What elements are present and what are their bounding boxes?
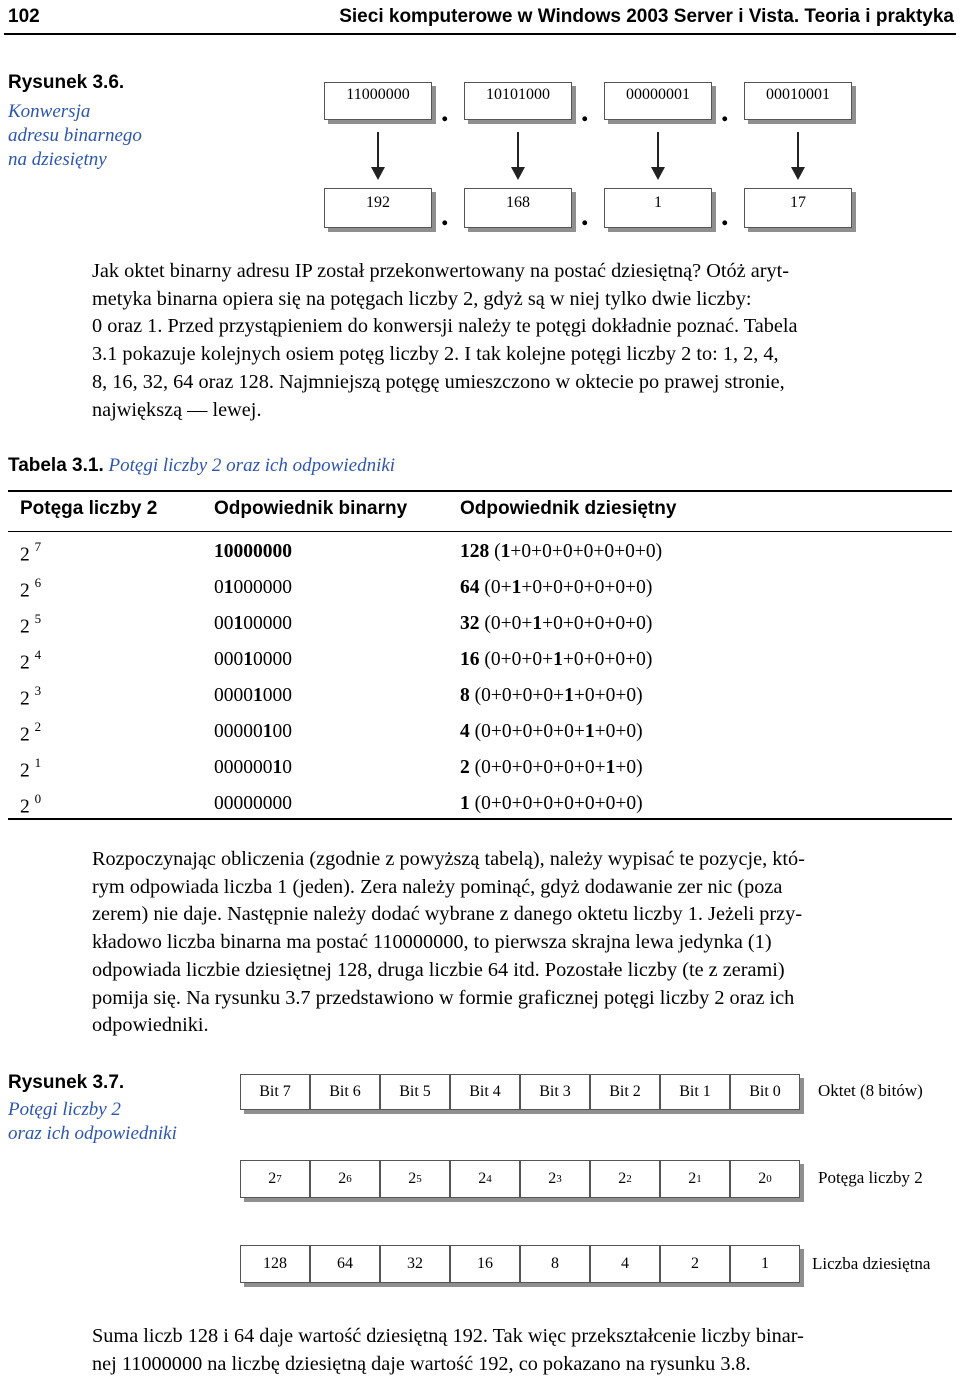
octet-separator: . bbox=[721, 95, 729, 128]
bit-cell: Bit 5 bbox=[380, 1074, 450, 1110]
binary-octet: 10101000 bbox=[486, 86, 550, 103]
power-cell: 2 $^4$ bbox=[20, 647, 42, 674]
bit-cell: Bit 2 bbox=[590, 1074, 660, 1110]
paragraph-line: odpowiedniki. bbox=[92, 1014, 209, 1037]
table-row bbox=[8, 680, 952, 716]
decimal-cell: 16 (0+0+0+1+0+0+0+0) bbox=[460, 649, 653, 670]
power-box: 2 5 bbox=[380, 1160, 450, 1198]
binary-cell: 10000000 bbox=[214, 541, 292, 562]
power-cell: 2 $^5$ bbox=[20, 611, 42, 638]
bit-cell: Bit 3 bbox=[520, 1074, 590, 1110]
down-arrow-icon bbox=[517, 132, 519, 168]
power-box: 2 3 bbox=[520, 1160, 590, 1198]
octet-separator: . bbox=[581, 95, 589, 128]
binary-cell: 00001000 bbox=[214, 685, 292, 706]
figure-3-6-caption-line: na dziesiętny bbox=[8, 149, 107, 170]
decimal-octet: 168 bbox=[506, 194, 530, 211]
paragraph-line: nej 11000000 na liczbę dziesiętną daje wartość 192, co pokazano na rysunku 3.8. bbox=[92, 1352, 751, 1375]
bit-cell: Bit 6 bbox=[310, 1074, 380, 1110]
down-arrow-icon bbox=[657, 132, 659, 168]
decimal-cell: 64 (0+1+0+0+0+0+0+0) bbox=[460, 577, 653, 598]
paragraph-line: największą — lewej. bbox=[92, 398, 262, 421]
value-box: 16 bbox=[450, 1245, 520, 1283]
binary-octet-box bbox=[604, 82, 712, 120]
paragraph-line: metyka binarna opiera się na potęgach liczby 2, gdyż są w niej tylko dwie liczby: bbox=[92, 287, 752, 310]
octet-separator: . bbox=[721, 199, 729, 232]
power-cell: 2 $^6$ bbox=[20, 575, 42, 602]
decimal-octet-box bbox=[324, 188, 432, 228]
figure-3-6-caption bbox=[8, 100, 142, 172]
binary-cell: 00000000 bbox=[214, 793, 292, 814]
paragraph-line: zerem) nie daje. Następnie należy dodać wybrane z danego oktetu liczby 1. Jeżeli przy- bbox=[92, 903, 803, 926]
paragraph-line: 0 oraz 1. Przed przystąpieniem do konwersji należy te potęgi dokładnie poznać. Tabela bbox=[92, 315, 798, 338]
value-box: 4 bbox=[590, 1245, 660, 1283]
bit-cell: Bit 0 bbox=[730, 1074, 800, 1110]
table-header-rule bbox=[8, 531, 952, 532]
paragraph-line: Suma liczb 128 i 64 daje wartość dziesiętną 192. Tak więc przekształcenie liczby binar- bbox=[92, 1325, 804, 1347]
binary-cell: 00000010 bbox=[214, 757, 292, 778]
decimal-cell: 128 (1+0+0+0+0+0+0+0) bbox=[460, 541, 663, 562]
decimal-cell: 4 (0+0+0+0+0+1+0+0) bbox=[460, 721, 643, 742]
octet-separator: . bbox=[581, 199, 589, 232]
octet-separator: . bbox=[441, 95, 449, 128]
value-box: 64 bbox=[310, 1245, 380, 1283]
value-box: 1 bbox=[730, 1245, 800, 1283]
paragraph-line: Jak oktet binarny adresu IP został przekonwertowany na postać dziesiętną? Otóż aryt- bbox=[92, 260, 790, 282]
table-header-power: Potęga liczby 2 bbox=[20, 498, 158, 519]
table-row bbox=[8, 752, 952, 788]
book-title: Sieci komputerowe w Windows 2003 Server i Vista. Teoria i praktyka bbox=[339, 6, 954, 27]
table-header-decimal: Odpowiednik dziesiętny bbox=[460, 498, 677, 519]
paragraph-1 bbox=[92, 258, 952, 424]
table-label: Tabela 3.1. bbox=[8, 455, 104, 476]
decimal-cell: 2 (0+0+0+0+0+0+1+0) bbox=[460, 757, 643, 778]
binary-cell: 00100000 bbox=[214, 613, 292, 634]
binary-octet-box bbox=[464, 82, 572, 120]
power-box: 2 0 bbox=[730, 1160, 800, 1198]
paragraph-line: 3.1 pokazuje kolejnych osiem potęg liczby 2. I tak kolejne potęgi liczby 2 to: 1, 2, 4, bbox=[92, 343, 779, 366]
paragraph-3 bbox=[92, 1323, 952, 1378]
paragraph-2 bbox=[92, 846, 952, 1040]
power-box: 2 1 bbox=[660, 1160, 730, 1198]
down-arrow-icon bbox=[377, 132, 379, 168]
paragraph-line: kładowo liczba binarna ma postać 110000000, to pierwsza skrajna lewa jedynka (1) bbox=[92, 931, 772, 954]
row-label-power: Potęga liczby 2 bbox=[818, 1168, 923, 1187]
table-row bbox=[8, 536, 952, 572]
power-cell: 2 $^7$ bbox=[20, 539, 42, 566]
page-header bbox=[8, 2, 954, 32]
figure-3-7-caption-line: Potęgi liczby 2 bbox=[8, 1099, 121, 1120]
value-box: 2 bbox=[660, 1245, 730, 1283]
binary-octet: 11000000 bbox=[346, 86, 410, 103]
table-row bbox=[8, 608, 952, 644]
value-box: 128 bbox=[240, 1245, 310, 1283]
value-box: 32 bbox=[380, 1245, 450, 1283]
figure-3-7-caption-line: oraz ich odpowiedniki bbox=[8, 1123, 177, 1144]
binary-octet-box bbox=[324, 82, 432, 120]
decimal-cell: 32 (0+0+1+0+0+0+0+0) bbox=[460, 613, 653, 634]
paragraph-line: Rozpoczynając obliczenia (zgodnie z powyższą tabelą), należy wypisać te pozycje, któ- bbox=[92, 848, 805, 870]
paragraph-line: odpowiada liczbie dziesiętnej 128, druga liczbie 64 itd. Pozostałe liczby (te z zerami) bbox=[92, 958, 785, 981]
figure-3-6-caption-line: Konwersja bbox=[8, 101, 91, 122]
decimal-octet: 17 bbox=[790, 194, 806, 211]
power-cell: 2 $^0$ bbox=[20, 791, 42, 818]
bit-cell: Bit 7 bbox=[240, 1074, 310, 1110]
binary-octet-box bbox=[744, 82, 852, 120]
paragraph-line: 8, 16, 32, 64 oraz 128. Najmniejszą potęgę umieszczono w oktecie po prawej stronie, bbox=[92, 370, 785, 393]
value-box: 8 bbox=[520, 1245, 590, 1283]
header-rule bbox=[4, 33, 956, 35]
power-box: 2 4 bbox=[450, 1160, 520, 1198]
figure-3-6-label: Rysunek 3.6. bbox=[8, 72, 125, 93]
decimal-octet-box bbox=[464, 188, 572, 228]
table-row bbox=[8, 716, 952, 752]
paragraph-line: pomija się. Na rysunku 3.7 przedstawiono w formie graficznej potęgi liczby 2 oraz ich bbox=[92, 986, 795, 1009]
table-top-rule bbox=[8, 490, 952, 492]
power-box: 2 7 bbox=[240, 1160, 310, 1198]
binary-cell: 00010000 bbox=[214, 649, 292, 670]
binary-octet: 00000001 bbox=[626, 86, 690, 103]
figure-3-7-caption bbox=[8, 1098, 177, 1146]
bit-cell: Bit 1 bbox=[660, 1074, 730, 1110]
bit-cell: Bit 4 bbox=[450, 1074, 520, 1110]
table-caption: Potęgi liczby 2 oraz ich odpowiedniki bbox=[108, 455, 396, 476]
octet-separator: . bbox=[441, 199, 449, 232]
decimal-octet: 192 bbox=[366, 194, 390, 211]
figure-3-7-label: Rysunek 3.7. bbox=[8, 1072, 125, 1093]
table-title bbox=[8, 455, 395, 477]
decimal-octet: 1 bbox=[654, 194, 662, 211]
power-box: 2 2 bbox=[590, 1160, 660, 1198]
paragraph-line: rym odpowiada liczba 1 (jeden). Zera należy pominąć, gdyż dodawanie zer nic (poza bbox=[92, 875, 783, 898]
binary-cell: 01000000 bbox=[214, 577, 292, 598]
table-row bbox=[8, 644, 952, 680]
table-bottom-rule bbox=[8, 818, 952, 820]
row-label-decimal: Liczba dziesiętna bbox=[812, 1254, 931, 1273]
decimal-cell: 1 (0+0+0+0+0+0+0+0) bbox=[460, 793, 643, 814]
decimal-cell: 8 (0+0+0+0+1+0+0+0) bbox=[460, 685, 643, 706]
decimal-octet-box bbox=[744, 188, 852, 228]
table-row bbox=[8, 572, 952, 608]
down-arrow-icon bbox=[797, 132, 799, 168]
decimal-octet-box bbox=[604, 188, 712, 228]
power-cell: 2 $^3$ bbox=[20, 683, 42, 710]
figure-3-6-caption-line: adresu binarnego bbox=[8, 125, 142, 146]
table-header-binary: Odpowiednik binarny bbox=[214, 498, 408, 519]
binary-cell: 00000100 bbox=[214, 721, 292, 742]
row-label-octet: Oktet (8 bitów) bbox=[818, 1081, 923, 1100]
power-box: 2 6 bbox=[310, 1160, 380, 1198]
power-cell: 2 $^2$ bbox=[20, 719, 42, 746]
power-cell: 2 $^1$ bbox=[20, 755, 42, 782]
binary-octet: 00010001 bbox=[766, 86, 830, 103]
page-number: 102 bbox=[8, 6, 40, 27]
